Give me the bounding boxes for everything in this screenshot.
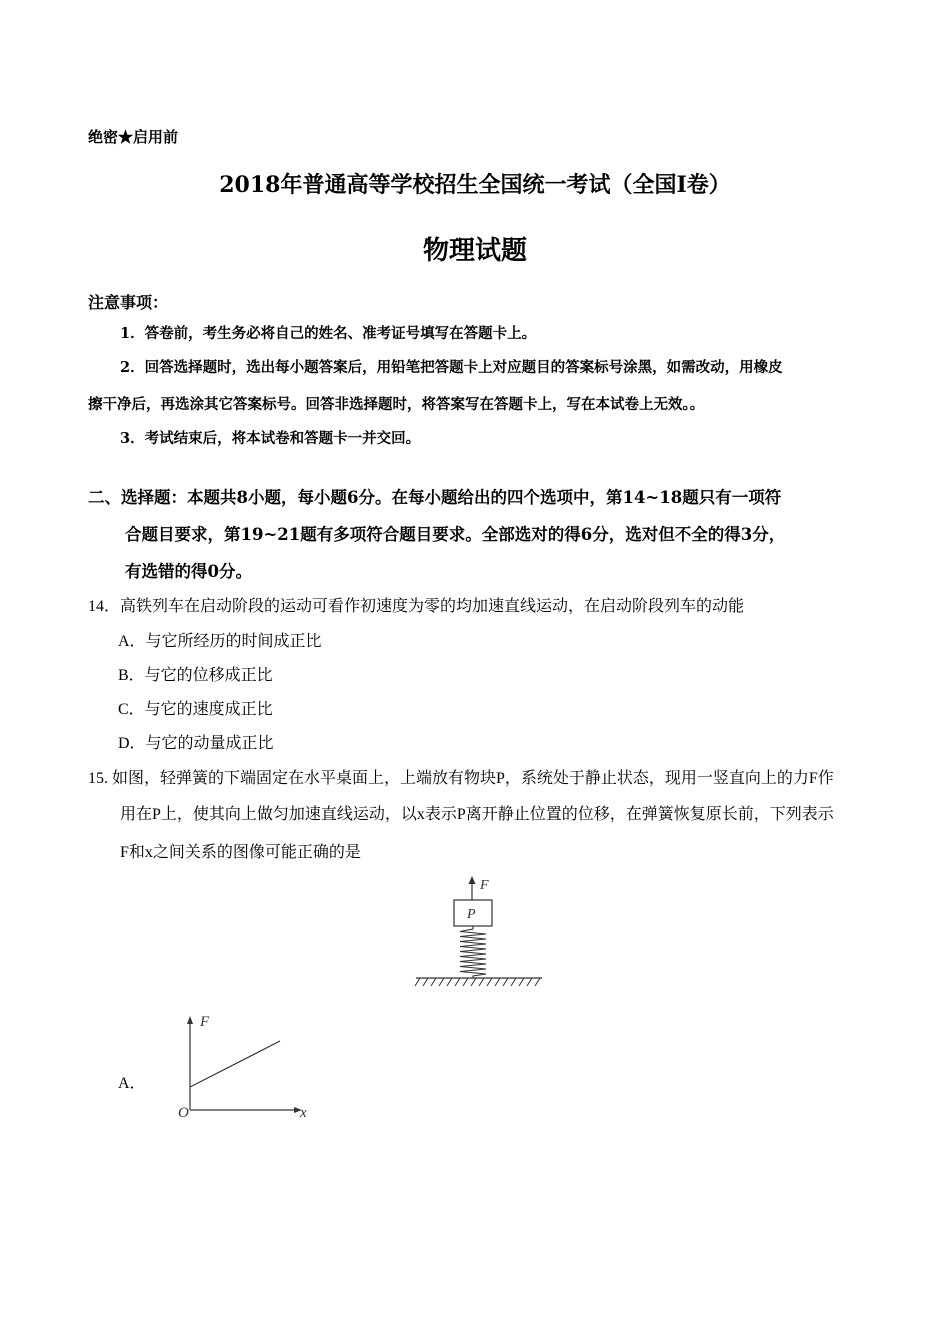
- spring: [460, 926, 486, 978]
- spring-block-figure: [410, 872, 550, 994]
- question-15-line-1: 15. 如图，轻弹簧的下端固定在水平桌面上，上端放有物块P，系统处于静止状态，现用一竖直向上的力F作: [88, 770, 834, 787]
- option-a-label: A．: [118, 1075, 146, 1092]
- section-instructions-line-1: 二、选择题：本题共8小题，每小题6分。在每小题给出的四个选项中，第14~18题只有一项符: [88, 488, 782, 507]
- x-axis-label: x: [300, 1105, 307, 1121]
- question-15-line-2: 用在P上，使其向上做匀加速直线运动，以x表示P离开静止位置的位移，在弹簧恢复原长前，下列表示: [120, 806, 834, 823]
- ground-hatch: [415, 978, 540, 986]
- exam-title: 2018年普通高等学校招生全国统一考试（全国I卷）: [219, 172, 731, 198]
- question-14-option-a: A．与它所经历的时间成正比: [118, 633, 322, 650]
- option-a-graph: [170, 1010, 320, 1122]
- origin-label: O: [178, 1105, 189, 1121]
- notice-item-2-line-1: 2．回答选择题时，选出每小题答案后，用铅笔把答题卡上对应题目的答案标号涂黑，如需改动，用橡皮: [120, 359, 783, 376]
- question-14-stem: 14．高铁列车在启动阶段的运动可看作初速度为零的均加速直线运动，在启动阶段列车的动能: [88, 598, 745, 615]
- force-label: F: [480, 878, 489, 893]
- y-axis-arrow: [187, 1016, 193, 1024]
- notice-item-3: 3．考试结束后，将本试卷和答题卡一并交回。: [120, 430, 421, 447]
- y-axis-label: F: [200, 1014, 210, 1030]
- question-14-option-d: D．与它的动量成正比: [118, 735, 274, 752]
- block-label: P: [467, 907, 476, 922]
- subject-title: 物理试题: [422, 236, 527, 266]
- secret-mark: 绝密★启用前: [88, 128, 179, 146]
- notice-item-1: 1．答卷前，考生务必将自己的姓名、准考证号填写在答题卡上。: [120, 325, 537, 342]
- graph-line: [190, 1041, 280, 1087]
- question-14-option-c: C．与它的速度成正比: [118, 701, 273, 718]
- notice-item-2-line-2: 擦干净后，再选涂其它答案标号。回答非选择题时，将答案写在答题卡上，写在本试卷上无效。。: [88, 396, 705, 413]
- force-arrow: [469, 876, 476, 900]
- section-instructions-line-3: 有选错的得0分。: [125, 562, 252, 581]
- question-14-option-b: B．与它的位移成正比: [118, 667, 273, 684]
- question-15-line-3: F和x之间关系的图像可能正确的是: [120, 844, 361, 861]
- notice-heading: 注意事项：: [88, 293, 169, 312]
- section-instructions-line-2: 合题目要求，第19~21题有多项符合题目要求。全部选对的得6分，选对但不全的得3分，: [125, 525, 786, 544]
